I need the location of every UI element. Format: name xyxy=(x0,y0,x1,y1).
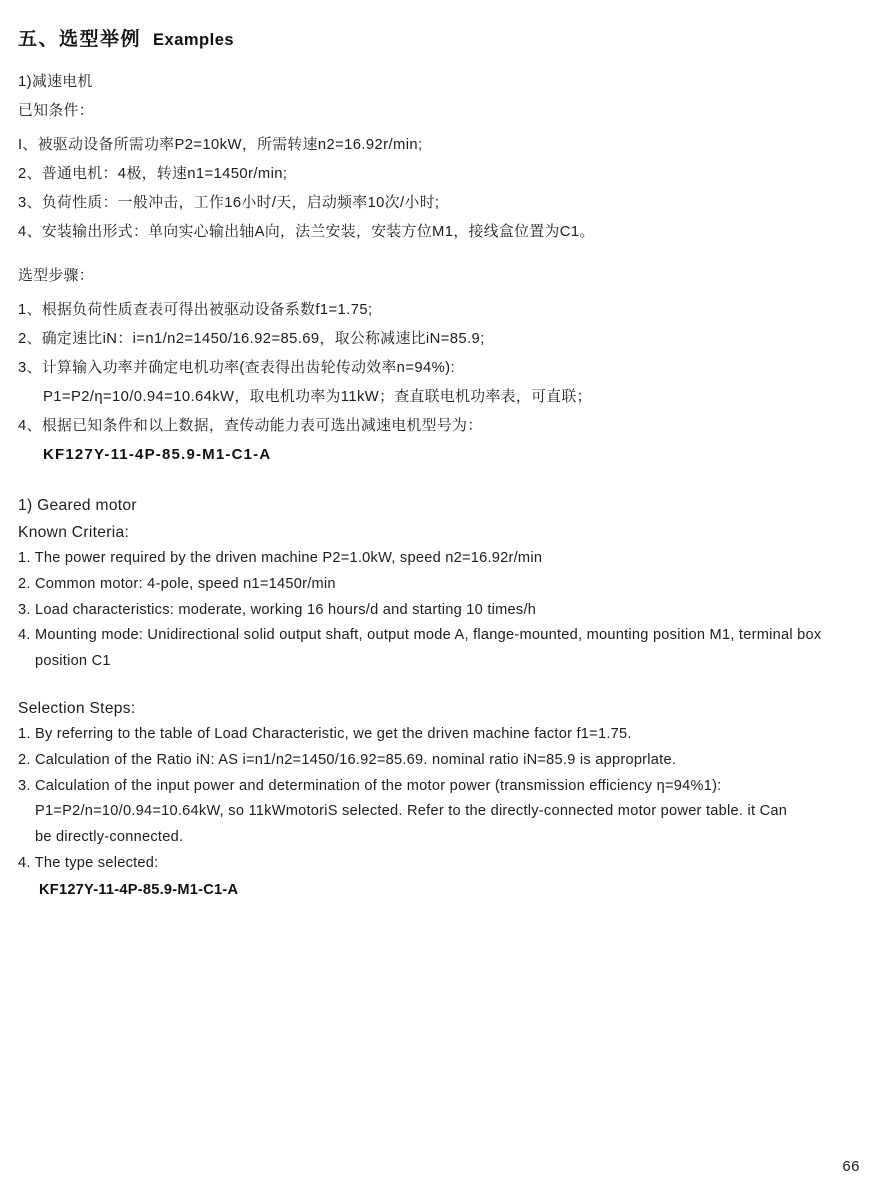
cn-steps-heading: 选型步骤： xyxy=(18,268,94,284)
en-known-items xyxy=(18,546,857,675)
page-title-cn: 五、选型举例 xyxy=(18,29,142,50)
en-step-3: 3. Calculation of the input power and determination of the motor power (transmission efficiency η=94%1): xyxy=(18,777,722,794)
page-title-en: Examples xyxy=(153,31,235,49)
chinese-section xyxy=(18,68,857,469)
cn-step-3-formula: P1=P2/η=10/0.94=10.64kW，取电机功率为11kW；查直联电机功率表，可直联； xyxy=(43,389,592,405)
cn-selected-model: KF127Y-11-4P-85.9-M1-C1-A xyxy=(43,446,272,463)
cn-known-item-2: 2、普通电机：4极，转速n1=1450r/min; xyxy=(18,166,288,182)
page-number: 66 xyxy=(842,1158,860,1175)
en-known-item-2: 2. Common motor: 4-pole, speed n1=1450r/min xyxy=(18,575,336,592)
cn-subtitle: 1)减速电机 xyxy=(18,74,93,90)
en-step-3-formula-cont: be directly-connected. xyxy=(35,829,184,846)
cn-step-1: 1、根据负荷性质查表可得出被驱动设备系数f1=1.75; xyxy=(18,302,373,318)
cn-known-item-3: 3、负荷性质：一般冲击，工作16小时/天，启动频率10次/小时; xyxy=(18,195,440,211)
cn-step-4: 4、根据已知条件和以上数据，查传动能力表可选出减速电机型号为： xyxy=(18,418,483,434)
en-known-item-1: 1. The power required by the driven machine P2=1.0kW, speed n2=16.92r/min xyxy=(18,550,543,566)
cn-step-3: 3、计算输入功率并确定电机功率(查表得出齿轮传动效率n=94%): xyxy=(18,360,456,376)
cn-step-2: 2、确定速比iN：i=n1/n2=1450/16.92=85.69，取公称减速比iN=85.9; xyxy=(18,331,485,347)
en-known-item-4: 4. Mounting mode: Unidirectional solid output shaft, output mode A, flange-mounted, mounting position M1, terminal box position C1 xyxy=(18,627,822,670)
cn-known-item-1: I、被驱动设备所需功率P2=10kW，所需转速n2=16.92r/min; xyxy=(18,137,423,153)
en-known-heading: Known Criteria: xyxy=(18,524,130,541)
en-steps xyxy=(18,722,857,903)
page-title xyxy=(18,27,857,53)
cn-known-heading: 已知条件： xyxy=(18,103,94,119)
en-known-item-3: 3. Load characteristics: moderate, working 16 hours/d and starting 10 times/h xyxy=(18,601,537,618)
en-step-3-formula: P1=P2/n=10/0.94=10.64kW, so 11kWmotoriS selected. Refer to the directly-connected motor power table. it Can xyxy=(35,803,788,820)
cn-known-items xyxy=(18,131,857,247)
en-subtitle: 1) Geared motor xyxy=(18,497,137,514)
cn-known-item-4: 4、安装输出形式：单向实心输出轴A向，法兰安装，安装方位M1，接线盒位置为C1。 xyxy=(18,224,595,240)
en-step-4: 4. The type selected: xyxy=(18,854,159,871)
en-step-2: 2. Calculation of the Ratio iN: AS i=n1/n2=1450/16.92=85.69. nominal ratio iN=85.9 is approprlate. xyxy=(18,751,677,768)
cn-steps xyxy=(18,296,857,469)
english-section xyxy=(18,492,857,903)
en-step-1: 1. By referring to the table of Load Characteristic, we get the driven machine factor f1=1.75. xyxy=(18,725,632,742)
en-selected-model: KF127Y-11-4P-85.9-M1-C1-A xyxy=(39,881,239,898)
en-steps-heading: Selection Steps: xyxy=(18,699,136,717)
